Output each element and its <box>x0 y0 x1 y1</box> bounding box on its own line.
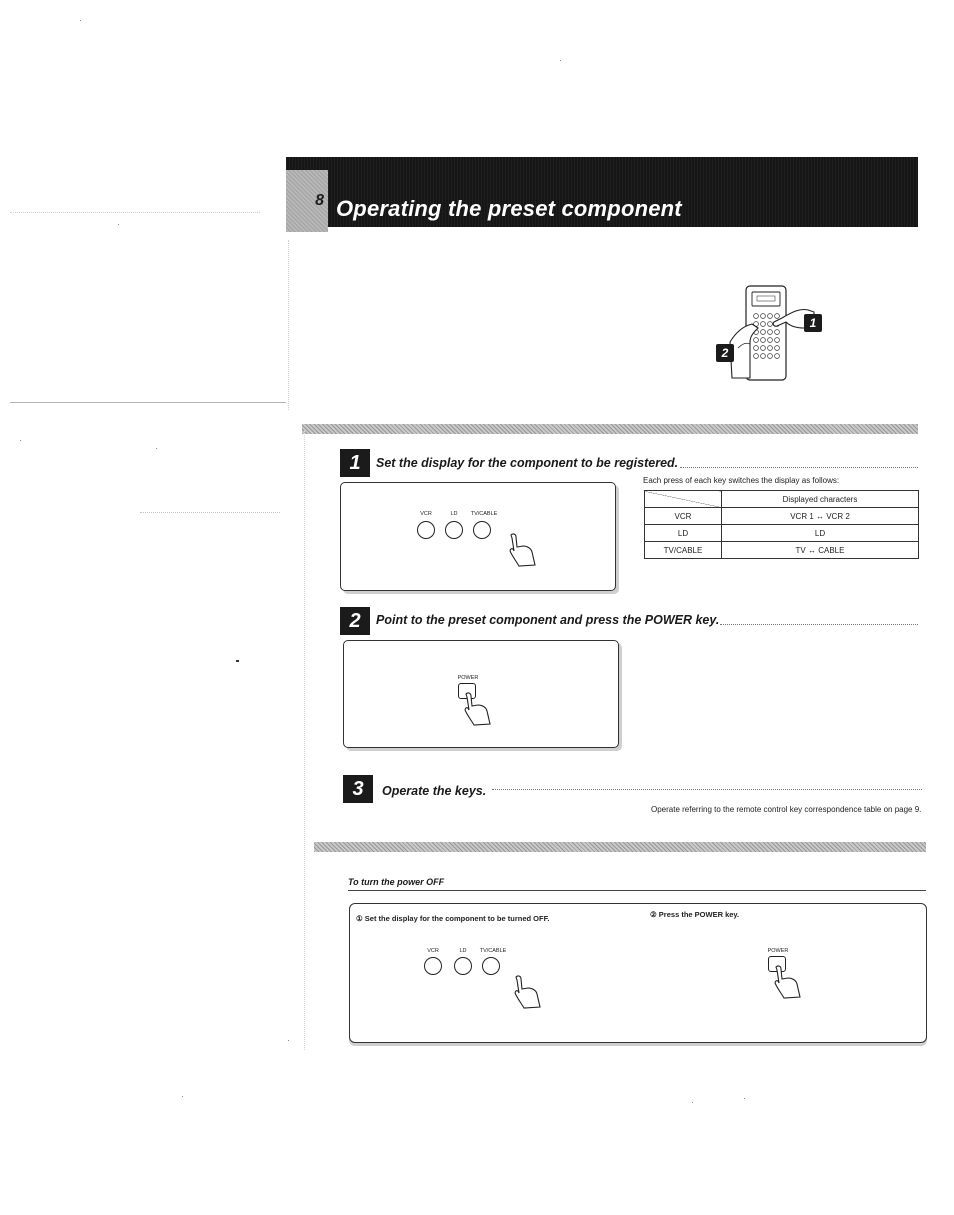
table-row <box>645 508 919 525</box>
callout-2-badge: 2 <box>716 344 734 362</box>
key-label-vcr: VCR <box>427 948 439 954</box>
key-label-power: POWER <box>767 948 789 954</box>
step-3-leader <box>492 789 922 790</box>
table-row <box>645 542 919 559</box>
step-2-title: Point to the preset component and press the POWER key. <box>376 613 720 627</box>
scan-speck <box>560 60 561 61</box>
table-cell-value: LD <box>722 525 919 542</box>
step-1-badge: 1 <box>340 449 370 477</box>
key-label-vcr: VCR <box>420 511 432 517</box>
display-table <box>644 490 919 559</box>
power-off-step-b: ② Press the POWER key. <box>650 910 740 919</box>
power-off-rule <box>348 890 926 891</box>
table-cell-value: TV ↔ CABLE <box>722 542 919 559</box>
remote-illustration <box>710 282 840 392</box>
scan-speck <box>20 440 21 441</box>
scan-line-mid <box>140 512 280 513</box>
scan-speck <box>156 448 157 449</box>
page-number: 8 <box>315 192 324 209</box>
scan-speck <box>236 660 239 662</box>
page-title: Operating the preset component <box>336 196 682 221</box>
key-label-tv-cable: TV/CABLE <box>470 511 498 517</box>
page-number-tab <box>286 170 328 232</box>
scan-speck <box>118 224 119 225</box>
table-cell-key: LD <box>645 525 722 542</box>
key-label-power: POWER <box>457 675 479 681</box>
step-1-leader <box>680 467 918 468</box>
remote-hand-icon <box>710 282 840 392</box>
step-3-badge: 3 <box>343 775 373 803</box>
key-label-ld: LD <box>459 948 467 954</box>
power-off-step-a: ① Set the display for the component to be turned OFF. <box>356 914 550 923</box>
pointing-hand-icon <box>460 689 496 727</box>
ld-key[interactable] <box>445 521 463 539</box>
pointing-hand-icon <box>510 972 546 1010</box>
scan-line-vertical <box>288 240 289 410</box>
table-cell-key: VCR <box>645 508 722 525</box>
step-3-title: Operate the keys. <box>382 784 487 798</box>
scan-line-vertical-2 <box>304 430 305 1050</box>
key-label-tv-cable: TV/CABLE <box>479 948 507 954</box>
scan-speck <box>80 20 81 21</box>
scan-speck <box>288 1040 289 1041</box>
step-1-panel <box>340 482 616 591</box>
tv-cable-key[interactable] <box>473 521 491 539</box>
key-label-ld: LD <box>450 511 458 517</box>
callout-1-badge: 1 <box>804 314 822 332</box>
table-header-row <box>645 491 919 508</box>
table-cell-value: VCR 1 ↔ VCR 2 <box>722 508 919 525</box>
table-row <box>645 525 919 542</box>
pointing-hand-icon <box>505 531 541 567</box>
pointing-hand-icon <box>770 962 806 1000</box>
table-cell-key: TV/CABLE <box>645 542 722 559</box>
step-2-leader <box>720 624 918 625</box>
scan-line-left-dotted <box>10 212 260 213</box>
step-1-title: Set the display for the component to be registered. <box>376 456 679 470</box>
scan-speck <box>692 1102 693 1103</box>
divider-bar-bottom <box>314 842 926 852</box>
scan-speck <box>182 1096 183 1097</box>
vcr-key[interactable] <box>424 957 442 975</box>
step-2-badge: 2 <box>340 607 370 635</box>
tv-cable-key[interactable] <box>482 957 500 975</box>
display-table-intro: Each press of each key switches the display as follows: <box>643 476 840 485</box>
step-2-panel <box>343 640 619 748</box>
scan-speck <box>744 1098 745 1099</box>
divider-bar-top <box>302 424 918 434</box>
table-corner-cell <box>645 491 722 508</box>
vcr-key[interactable] <box>417 521 435 539</box>
table-header-cell: Displayed characters <box>722 491 919 508</box>
scan-line-left <box>10 402 286 403</box>
power-off-title: To turn the power OFF <box>348 877 445 887</box>
ld-key[interactable] <box>454 957 472 975</box>
power-off-panel <box>349 903 927 1043</box>
step-3-note: Operate referring to the remote control key correspondence table on page 9. <box>651 805 922 814</box>
